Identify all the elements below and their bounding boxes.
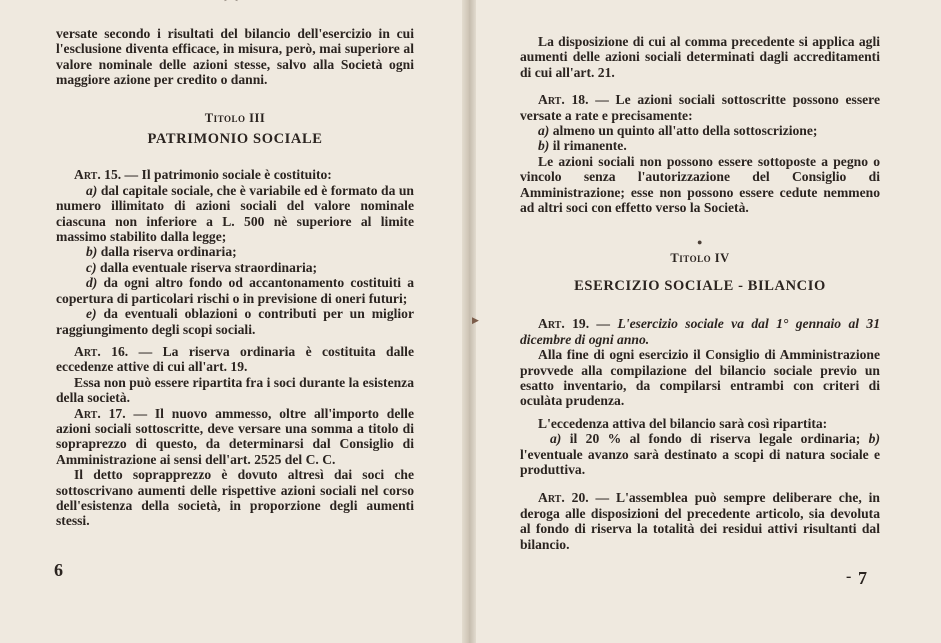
article-label: Art. 20. [538, 490, 589, 506]
article-text: — Le azioni sociali sottoscritte possono essere versate a rate e precisamente: [520, 92, 880, 123]
article-paragraph [56, 167, 414, 182]
item-label: c) [86, 259, 97, 275]
paragraph: Essa non può essere ripartita fra i soci durante la esistenza della società. [56, 374, 414, 406]
item-text: il 20 % al fondo di riserva legale ordinaria; [561, 431, 869, 447]
article-label: Art. 16. [74, 343, 129, 359]
right-text-column [520, 34, 880, 552]
section-heading: ESERCIZIO SOCIALE - BILANCIO [574, 277, 826, 294]
list-item [56, 306, 414, 337]
item-text: dal capitale sociale, che è variabile ed è formato da un numero illimitato di azioni sociali del valore nominale ciascuna non inferiore a L. 500 nè superiore al limite massimo stabilito dalla legge; [56, 182, 414, 245]
list-item [520, 138, 880, 153]
article-text: — La riserva ordinaria è costituita dalle eccedenze attive di cui all'art. 19. [56, 343, 414, 375]
item-text: da ogni altro fondo od accantonamento costituiti a copertura di particolari rischi o in previsione di oneri futuri; [56, 275, 414, 306]
list-item [56, 260, 414, 275]
article-text: — Il nuovo ammesso, oltre all'importo delle azioni sociali sottoscritte, deve versare una somma a titolo di sopraprezzo di questo, da determinarsi dal Consiglio di Amministrazione ai sensi dell'art. 2525 del C. C. [56, 405, 414, 467]
item-label: b) [868, 431, 880, 447]
list-item [56, 244, 414, 259]
list-item [520, 123, 880, 138]
article-text: — L'esercizio sociale va dal 1° gennaio al 31 dicembre di ogni anno. [520, 316, 880, 347]
item-text: almeno un quinto all'atto della sottoscrizione; [549, 123, 818, 139]
item-label: a) [538, 123, 550, 139]
page-number: 6 [54, 560, 63, 580]
article-text: — L'assemblea può sempre deliberare che, in deroga alle disposizioni del precedente articolo, sia devoluta al fondo di riserva la totalità dei residui attivi risultanti dal bilancio. [520, 490, 880, 552]
item-label: d) [86, 275, 98, 291]
list-item [520, 431, 880, 477]
item-text: dalla riserva ordinaria; [97, 244, 237, 260]
article-paragraph [56, 406, 414, 468]
item-text: da eventuali oblazioni o contributi per un miglior raggiungimento degli scopi sociali. [56, 306, 414, 337]
paragraph: Il detto soprapprezzo è dovuto altresì dai soci che sottoscrivano aumenti delle rispettive azioni sociali nel corso dell'esistenza della società, in proporzione degli aumenti stessi. [56, 467, 414, 529]
item-text: dalla eventuale riserva straordinaria; [96, 259, 318, 275]
stray-mark: ⌒ [224, 0, 238, 15]
item-text: l'eventuale avanzo sarà destinato a scopi di natura sociale e produttiva. [520, 446, 880, 477]
item-label: a) [86, 182, 98, 198]
section-label: Titolo IV [670, 251, 730, 266]
paragraph: versate secondo i risultati del bilancio dell'esercizio in cui l'esclusione diventa efficace, in misura, però, mai superiore al valore nominale delle azioni stesse, salvo alla Società ogni maggiore azione per credito o danni. [56, 26, 414, 88]
paragraph: L'eccedenza attiva del bilancio sarà così ripartita: [538, 415, 828, 431]
item-label: e) [86, 306, 97, 322]
article-label: Art. 15. [74, 167, 122, 183]
item-text: il rimanente. [549, 138, 627, 154]
item-label: b) [86, 244, 98, 260]
item-label: b) [538, 138, 550, 154]
item-label: a) [550, 431, 562, 447]
article-paragraph [520, 92, 880, 123]
article-label: Art. 19. [538, 316, 590, 332]
left-text-column [56, 26, 414, 529]
list-item [56, 183, 414, 245]
article-paragraph [520, 316, 880, 347]
section-heading: PATRIMONIO SOCIALE [147, 131, 323, 148]
list-item [56, 275, 414, 306]
paragraph: Le azioni sociali non possono essere sottoposte a pegno o vincolo senza l'autorizzazione del Consiglio di Amministrazione; esse non possono essere cedute nemmeno ad altri soci con effetto verso la Società. [520, 153, 880, 216]
article-text: — Il patrimonio sociale è costituito: [121, 167, 332, 183]
page-number-dash: - [846, 568, 852, 585]
stray-mark: ▶ [472, 315, 479, 325]
page-number: 7 [858, 568, 867, 588]
article-label: Art. 17. [74, 405, 126, 421]
paragraph: La disposizione di cui al comma precedente si applica agli aumenti delle azioni sociali determinati dagli accreditamenti di cui all'art. 21. [520, 34, 880, 80]
section-label: Titolo III [204, 110, 266, 125]
article-label: Art. 18. [538, 92, 589, 108]
stray-mark: ● [697, 237, 703, 247]
paragraph: Alla fine di ogni esercizio il Consiglio di Amministrazione provvede alla compilazione del bilancio sociale previo un esatto inventario, da compilarsi entrambi con criteri di oculàta prudenza. [520, 347, 880, 409]
article-paragraph [520, 490, 880, 552]
article-paragraph [56, 344, 414, 375]
